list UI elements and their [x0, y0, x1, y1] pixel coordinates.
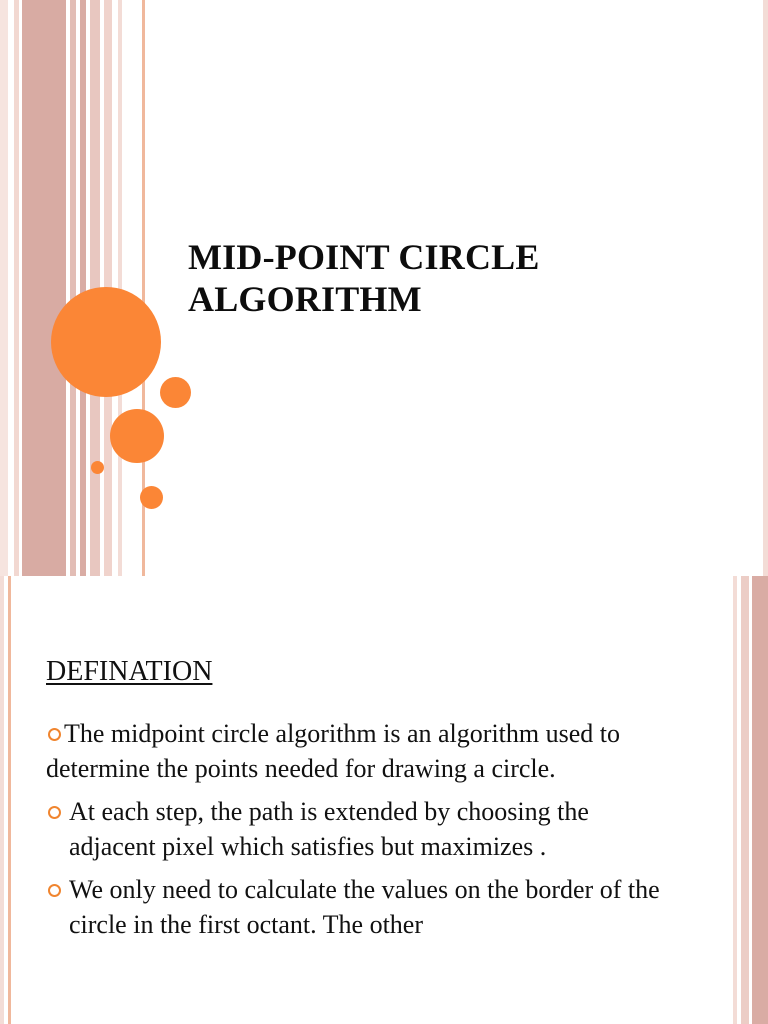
circle-bullet-icon [48, 884, 61, 897]
stripe [0, 0, 8, 576]
bullet-text: The midpoint circle algorithm is an algorithm used to determine the points needed for drawing a circle. [46, 719, 620, 783]
title-line-1: MID-POINT CIRCLE [188, 237, 540, 277]
slide-title [188, 236, 540, 320]
title-line-2: ALGORITHM [188, 279, 422, 319]
stripe [70, 0, 76, 576]
stripe [14, 0, 19, 576]
stripe [0, 576, 4, 1024]
list-item [46, 872, 666, 942]
bullet-text: At each step, the path is extended by choosing the adjacent pixel which satisfies but maximizes . [69, 797, 589, 861]
list-item [46, 716, 666, 786]
stripe [763, 0, 768, 576]
stripe [752, 576, 768, 1024]
stripe [80, 0, 86, 576]
decorative-circle-medium [110, 409, 164, 463]
bullet-text: We only need to calculate the values on the border of the circle in the first octant. The other [69, 875, 660, 939]
section-heading: DEFINATION [46, 656, 213, 687]
list-item [46, 794, 666, 864]
bullet-list [46, 716, 666, 950]
stripe [733, 576, 737, 1024]
decorative-circle-tiny [91, 461, 104, 474]
circle-bullet-icon [48, 728, 61, 741]
stripe [22, 0, 66, 576]
decorative-circle-large [51, 287, 161, 397]
decorative-circle-small [160, 377, 191, 408]
circle-bullet-icon [48, 806, 61, 819]
stripe [8, 576, 11, 1024]
definition-slide [0, 576, 768, 1024]
decorative-circle-small [140, 486, 163, 509]
stripe [741, 576, 749, 1024]
